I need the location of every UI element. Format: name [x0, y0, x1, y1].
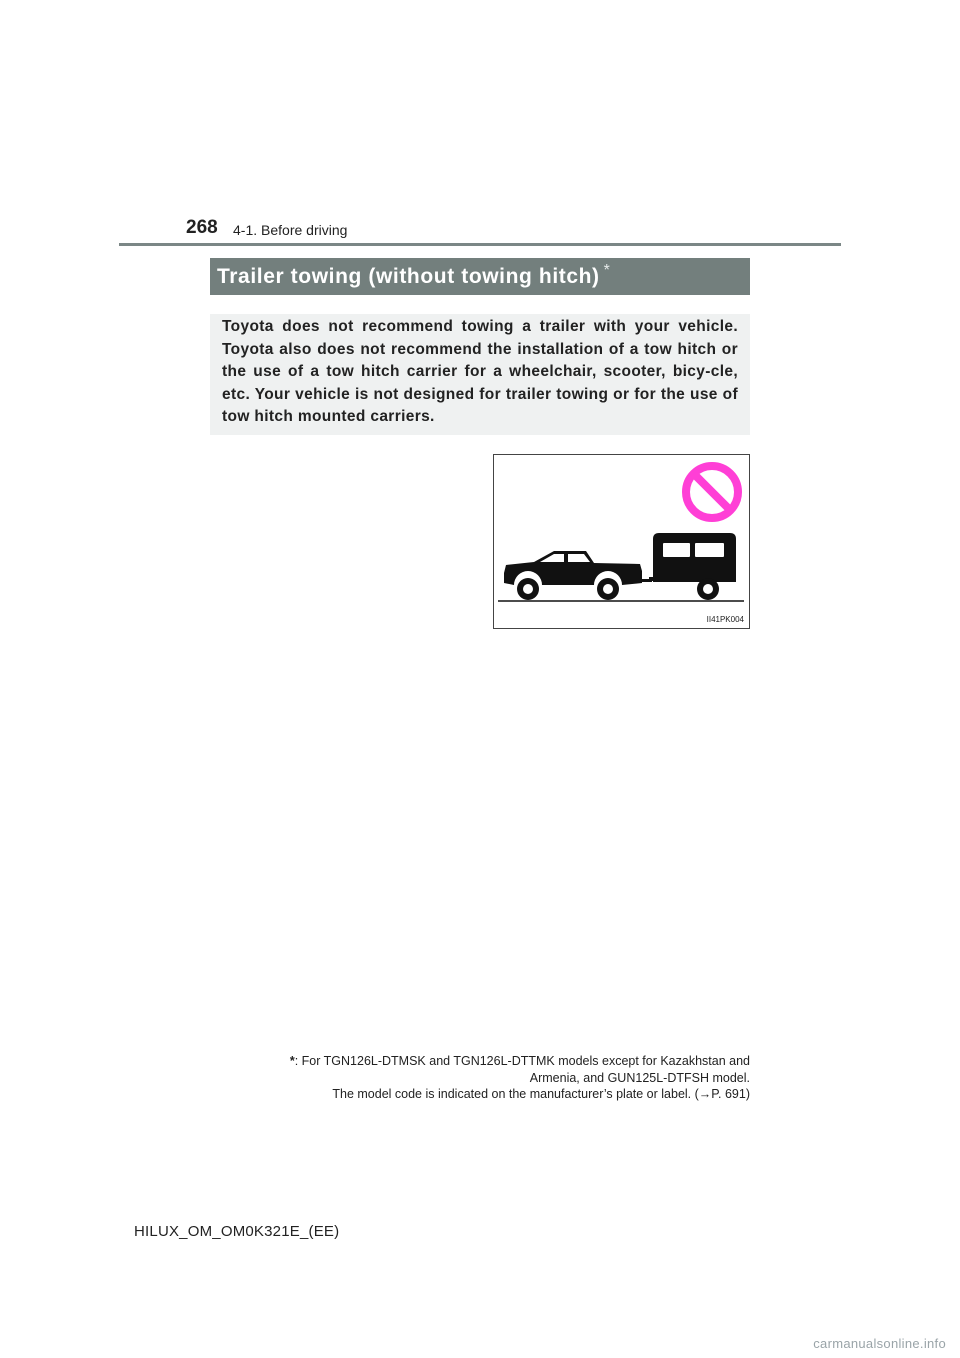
- page-reference-link[interactable]: P. 691): [711, 1087, 750, 1101]
- figure-code: II41PK004: [706, 615, 744, 624]
- footnote-line-3-start: The model code is indicated on the manufacturer’s plate or label. (: [332, 1087, 699, 1101]
- page-number: 268: [186, 217, 218, 238]
- pickup-truck-icon: [504, 551, 652, 600]
- title-asterisk: *: [603, 261, 610, 279]
- trailer-illustration: [494, 455, 749, 628]
- watermark: carmanualsonline.info: [813, 1336, 946, 1351]
- title-text: Trailer towing (without towing hitch): [217, 264, 600, 288]
- header-rule: [119, 243, 841, 246]
- footer-model-code: HILUX_OM_OM0K321E_(EE): [134, 1223, 340, 1240]
- prohibition-icon: [686, 466, 738, 518]
- title-bar: [210, 258, 750, 295]
- intro-box: [210, 314, 750, 435]
- footnote-star: *: [289, 1054, 295, 1068]
- footnote-line-1: : For TGN126L-DTMSK and TGN126L-DTTMK models except for Kazakhstan and: [294, 1054, 750, 1068]
- arrow-icon: →: [698, 1087, 712, 1101]
- intro-text: Toyota does not recommend towing a trailer with your vehicle. Toyota also does not recommend the installation of a tow hitch or the use of a tow hitch carrier for a wheelchair, scooter, bicy-cle, etc. Your vehicle is not designed for trailer towing or for the use of tow hitch mounted carriers.: [222, 318, 738, 426]
- footnote: [230, 1053, 750, 1103]
- trailer-figure: [493, 454, 750, 629]
- camper-trailer-icon: [649, 533, 736, 600]
- section-label: 4-1. Before driving: [233, 222, 348, 238]
- footnote-line-2: Armenia, and GUN125L-DTFSH model.: [529, 1070, 750, 1085]
